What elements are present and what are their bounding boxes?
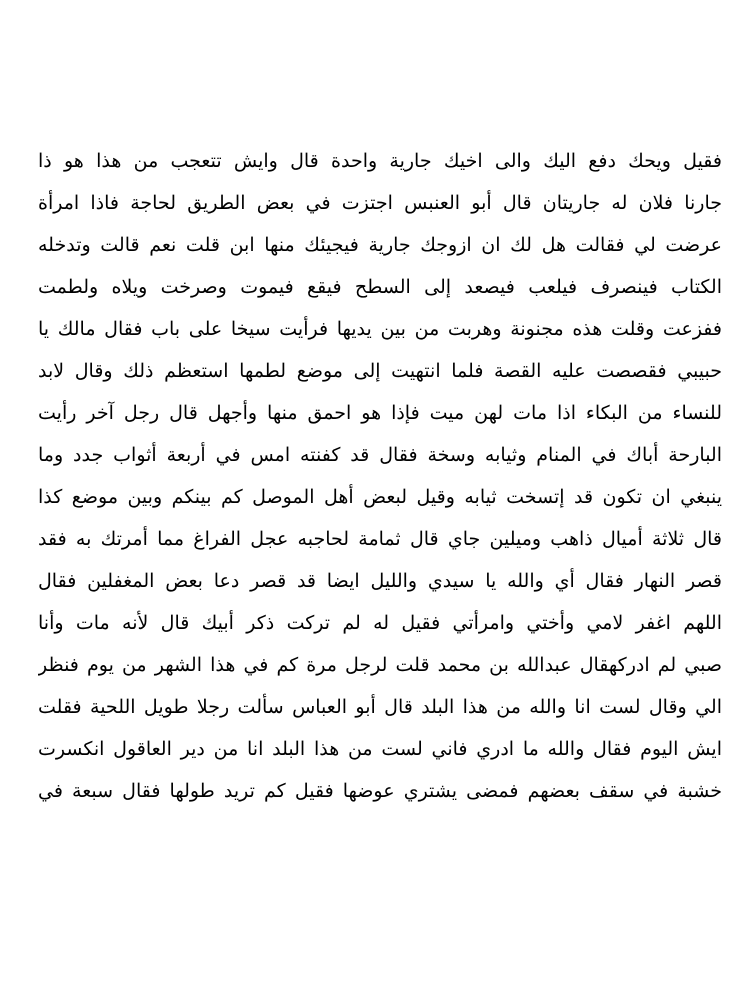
text-line: خشبة في سقف بعضهم فمضى يشتري عوضها فقيل كم تريد طولها فقال سبعة في [38, 780, 722, 802]
text-line: اللهم اغفر لامي وأختي وامرأتي فقيل له لم تركت ذكر أبيك قال لأنه مات وأنا [38, 612, 722, 634]
text-line: قصر النهار فقال أي والله يا سيدي والليل ايضا قد قصر دعا بعض المغفلين فقال [38, 570, 722, 592]
text-line: ايش اليوم فقال والله ما ادري فاني لست من هذا البلد انا من دير العاقول انكسرت [38, 738, 722, 760]
text-line: عرضت لي فقالت هل لك ان ازوجك جارية فيجيئك منها ابن قلت نعم قالت وتدخله [38, 234, 722, 256]
body-text [38, 140, 722, 812]
text-line: ففزعت وقلت هذه مجنونة وهربت من بين يديها فرأيت سيخا على باب فقال مالك يا [38, 318, 722, 340]
text-line: البارحة أباك في المنام وثيابه وسخة فقال قد كفنته امس في أربعة أثواب جدد وما [38, 444, 722, 466]
text-line: صبي لم ادركهقال عبدالله بن محمد قلت لرجل مرة كم في هذا الشهر من يوم فنظر [38, 654, 722, 676]
text-line: فقيل ويحك دفع اليك والى اخيك جارية واحدة قال وايش تتعجب من هذا هو ذا [38, 150, 722, 172]
text-line: الكتاب فينصرف فيلعب فيصعد إلى السطح فيقع فيموت وصرخت ويلاه ولطمت [38, 276, 722, 298]
text-line: جارنا فلان له جاريتان قال أبو العنبس اجتزت في بعض الطريق لحاجة فاذا امرأة [38, 192, 722, 214]
text-line: ينبغي ان تكون قد إتسخت ثيابه وقيل لبعض أهل الموصل كم بينكم وبين موضع كذا [38, 486, 722, 508]
text-line: للنساء من البكاء اذا مات لهن ميت فإذا هو احمق منها وأجهل قال رجل آخر رأيت [38, 402, 722, 424]
text-line: قال ثلاثة أميال ذاهب وميلين جاي قال ثمامة لحاجبه عجل الفراغ مما أمرتك به فقد [38, 528, 722, 550]
text-line: حبيبي فقصصت عليه القصة فلما انتهيت إلى موضع لطمها استعظم ذلك وقال لابد [38, 360, 722, 382]
text-line: الي وقال لست انا والله من هذا البلد قال أبو العباس سألت رجلا طويل اللحية فقلت [38, 696, 722, 718]
